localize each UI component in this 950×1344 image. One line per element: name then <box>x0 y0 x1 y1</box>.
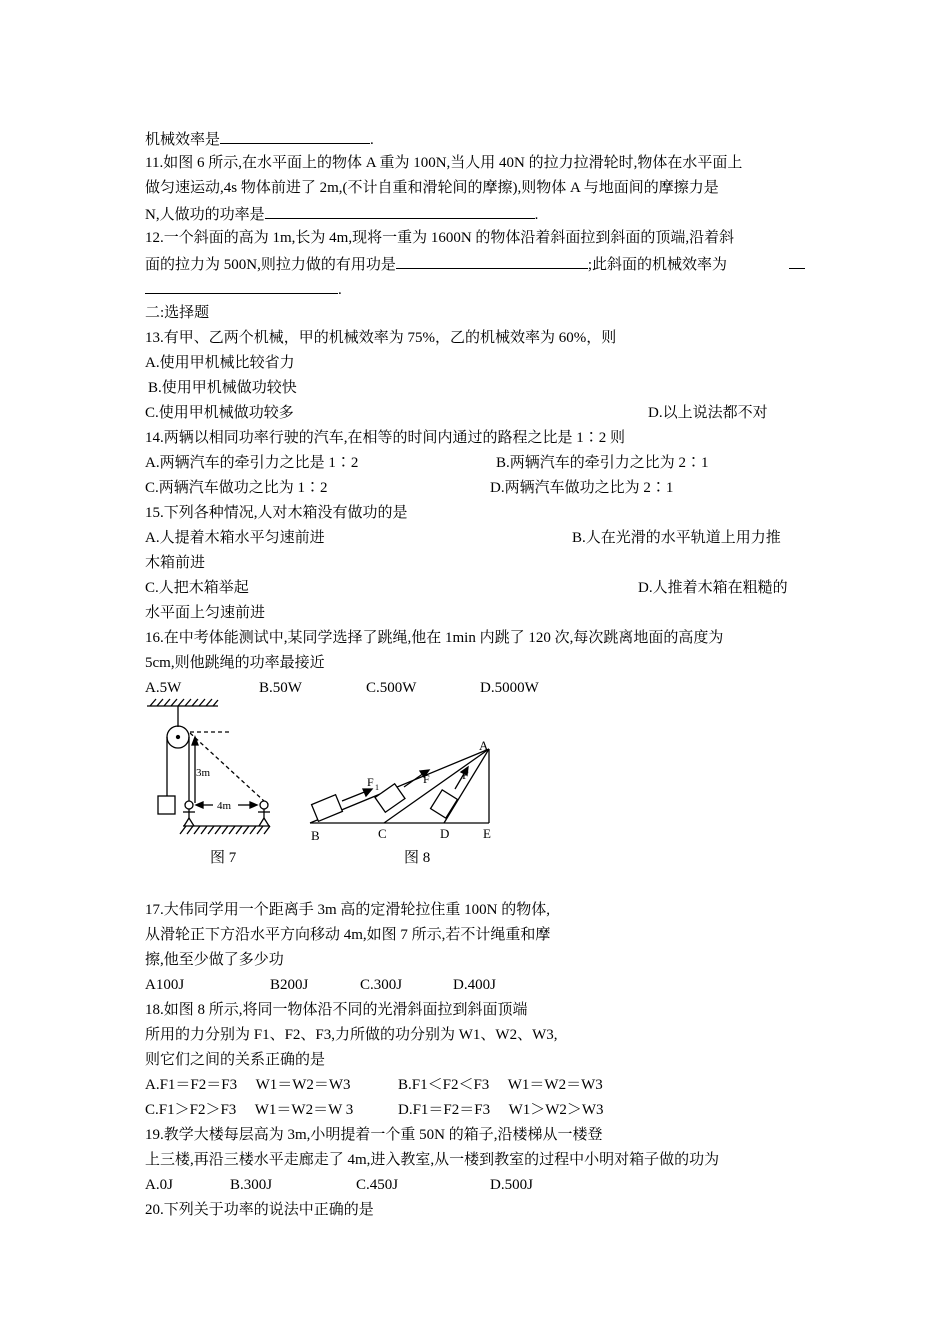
q15-option-a: A.人提着木箱水平匀速前进 <box>145 530 325 546</box>
q12-line2-text: 面的拉力为 500N,则拉力做的有用功是 <box>145 257 396 273</box>
section-title: 二:选择题 <box>145 305 210 321</box>
q18-option-b: B.F1＜F2＜F3 W1＝W2＝W3 <box>398 1077 603 1093</box>
q12-line2-text2: ;此斜面的机械效率为 <box>587 257 728 273</box>
person-start <box>183 801 195 826</box>
q10-end: . <box>370 132 374 148</box>
q16-line2: 5cm,则他跳绳的功率最接近 <box>145 655 325 671</box>
q17-option-a: A100J <box>145 977 185 993</box>
fig8-force2: F <box>423 772 430 786</box>
q18-option-c: C.F1＞F2＞F3 W1＝W2＝W 3 <box>145 1102 354 1118</box>
q14-option-d: D.两辆汽车做功之比为 2∶1 <box>490 480 674 496</box>
q17-option-c: C.300J <box>360 977 403 993</box>
fig7-dist-label: 4m <box>217 800 232 812</box>
q16-option-b: B.50W <box>259 680 302 696</box>
incline-ad <box>444 749 489 823</box>
q19-option-b: B.300J <box>230 1177 273 1193</box>
figure-8 <box>310 749 489 823</box>
fig8-point-a: A <box>479 738 489 753</box>
force1-arrow <box>342 791 367 801</box>
dist-arrow-left-head <box>196 802 203 808</box>
fig8-point-e: E <box>483 826 491 841</box>
q14-stem: 14.两辆以相同功率行驶的汽车,在相等的时间内通过的路程之比是 1∶2 则 <box>145 430 626 446</box>
q16-line1: 16.在中考体能测试中,某同学选择了跳绳,他在 1min 内跳了 120 次,每次跳离地面的高度为 <box>145 630 724 646</box>
q14-option-a: A.两辆汽车的牵引力之比是 1∶2 <box>145 455 359 471</box>
q19-option-c: C.450J <box>356 1177 399 1193</box>
q14-option-c: C.两辆汽车做功之比为 1∶2 <box>145 480 328 496</box>
q10-text: 机械效率是 <box>145 132 221 148</box>
fig8-point-b: B <box>311 828 320 843</box>
q17-line1: 17.大伟同学用一个距离手 3m 高的定滑轮拉住重 100N 的物体, <box>145 902 551 918</box>
q18-line1: 18.如图 8 所示,将同一物体沿不同的光滑斜面拉到斜面顶端 <box>145 1002 528 1018</box>
q18-option-a: A.F1＝F2＝F3 W1＝W2＝W3 <box>145 1077 351 1093</box>
dist-arrow-right-head <box>250 802 257 808</box>
q15-option-b: B.人在光滑的水平轨道上用力推 <box>572 530 781 546</box>
fig8-force1-sub: 1 <box>375 783 379 792</box>
q15-option-d: D.人推着木箱在粗糙的 <box>638 580 788 596</box>
force1-arrow-head <box>363 789 372 796</box>
person-end <box>258 801 270 826</box>
q19-option-d: D.500J <box>490 1177 533 1193</box>
q13-stem: 13.有甲、乙两个机械，甲的机械效率为 75%，乙的机械效率为 60%，则 <box>145 330 617 346</box>
fig8-caption: 图 8 <box>404 850 431 866</box>
q17-option-b: B200J <box>270 977 309 993</box>
q18-line2: 所用的力分别为 F1、F2、F3,力所做的功分别为 W1、W2、W3, <box>145 1027 558 1043</box>
fig7-height-label: 3m <box>196 767 211 779</box>
fig8-force3: F <box>462 768 469 782</box>
q19-line1: 19.教学大楼每层高为 3m,小明提着一个重 50N 的箱子,沿楼梯从一楼登 <box>145 1127 603 1143</box>
fig8-point-d: D <box>440 826 450 841</box>
q11-line1: 11.如图 6 所示,在水平面上的物体 A 重为 100N,当人用 40N 的拉力拉滑轮时,物体在水平面上 <box>145 155 743 171</box>
q12-line3-end: . <box>338 282 342 298</box>
ceiling-hatch <box>150 699 218 706</box>
q19-line2: 上三楼,再沿三楼水平走廊走了 4m,进入教室,从一楼到教室的过程中小明对箱子做的功为 <box>145 1152 720 1168</box>
q13-option-c: C.使用甲机械做功较多 <box>145 405 294 421</box>
q18-line3: 则它们之间的关系正确的是 <box>145 1052 326 1068</box>
q11-line3-end: . <box>534 207 539 223</box>
floor-hatch <box>180 826 270 834</box>
q16-option-a: A.5W <box>145 680 182 696</box>
fig7-caption: 图 7 <box>210 850 237 866</box>
box-on-ab <box>312 795 343 822</box>
height-arrow-head <box>192 737 198 745</box>
q13-option-a: A.使用甲机械比较省力 <box>145 355 295 371</box>
fig8-force1: F <box>367 775 374 789</box>
q14-option-b: B.两辆汽车的牵引力之比为 2∶1 <box>496 455 709 471</box>
pulley-axle <box>177 736 180 739</box>
q11-line3-text: N,人做功的功率是 <box>145 207 265 223</box>
q19-option-a: A.0J <box>145 1177 173 1193</box>
force2-arrow <box>404 773 424 787</box>
q17-line2: 从滑轮正下方沿水平方向移动 4m,如图 7 所示,若不计绳重和摩 <box>145 927 551 943</box>
q17-line3: 擦,他至少做了多少功 <box>145 952 284 968</box>
fig8-point-c: C <box>378 826 387 841</box>
box-on-ac <box>375 784 405 813</box>
hanging-weight <box>158 796 175 814</box>
q12-line1: 12.一个斜面的高为 1m,长为 4m,现将一重为 1600N 的物体沿着斜面拉到斜面的顶端,沿着斜 <box>145 230 735 246</box>
box-on-ad <box>431 790 458 818</box>
q20-stem: 20.下列关于功率的说法中正确的是 <box>145 1202 374 1218</box>
q15-option-c: C.人把木箱举起 <box>145 580 249 596</box>
q11-line2: 做匀速运动,4s 物体前进了 2m,(不计自重和滑轮间的摩擦),则物体 A 与地面间的摩擦力是 <box>145 180 719 196</box>
q15-option-b-cont: 木箱前进 <box>145 555 206 571</box>
q18-option-d: D.F1＝F2＝F3 W1＞W2＞W3 <box>398 1102 604 1118</box>
q13-option-d: D.以上说法都不对 <box>648 405 768 421</box>
q15-stem: 15.下列各种情况,人对木箱没有做功的是 <box>145 505 408 521</box>
q16-option-d: D.5000W <box>480 680 539 696</box>
q15-option-d-cont: 水平面上匀速前进 <box>145 605 266 621</box>
q13-option-b: B.使用甲机械做功较快 <box>148 380 297 396</box>
q17-option-d: D.400J <box>453 977 496 993</box>
q16-option-c: C.500W <box>366 680 417 696</box>
